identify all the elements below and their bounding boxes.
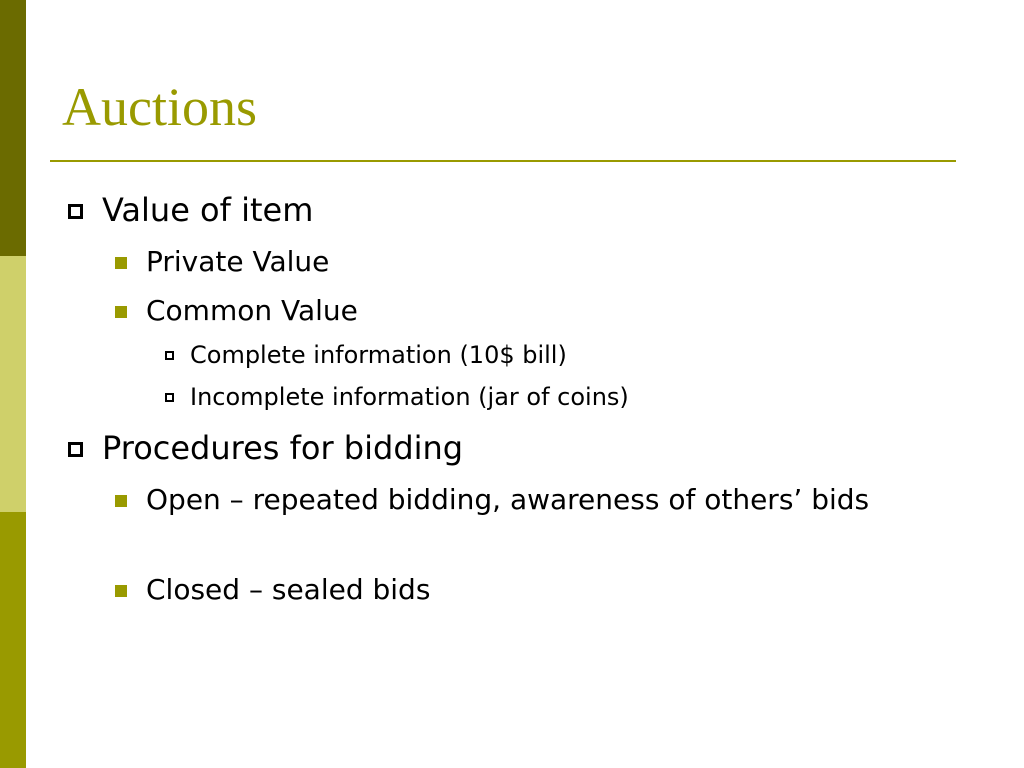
bullet-text: Open – repeated bidding, awareness of others’ bids <box>146 483 870 516</box>
bullet-text: Common Value <box>146 294 358 327</box>
small-hollow-square-bullet-icon <box>165 393 174 402</box>
bullet-text: Value of item <box>102 191 314 229</box>
bullet-value-of-item <box>102 190 313 230</box>
bullet-complete-information <box>190 335 567 375</box>
bullet-private-value <box>146 242 329 282</box>
bullet-closed-bidding <box>146 570 430 610</box>
filled-square-bullet-icon <box>115 257 127 269</box>
bullet-procedures-for-bidding <box>102 428 463 468</box>
bullet-common-value <box>146 291 358 331</box>
small-hollow-square-bullet-icon <box>165 351 174 360</box>
bullet-text: Incomplete information (jar of coins) <box>190 383 629 411</box>
filled-square-bullet-icon <box>115 306 127 318</box>
filled-square-bullet-icon <box>115 495 127 507</box>
bullet-open-bidding <box>146 480 966 520</box>
slide-title: Auctions <box>62 77 257 137</box>
hollow-square-bullet-icon <box>68 204 83 219</box>
bullet-text: Complete information (10$ bill) <box>190 341 567 369</box>
filled-square-bullet-icon <box>115 585 127 597</box>
bullet-text: Procedures for bidding <box>102 429 464 467</box>
bullet-incomplete-information <box>190 377 629 417</box>
bullet-text: Closed – sealed bids <box>146 573 431 606</box>
hollow-square-bullet-icon <box>68 442 83 457</box>
bullet-text: Private Value <box>146 245 330 278</box>
